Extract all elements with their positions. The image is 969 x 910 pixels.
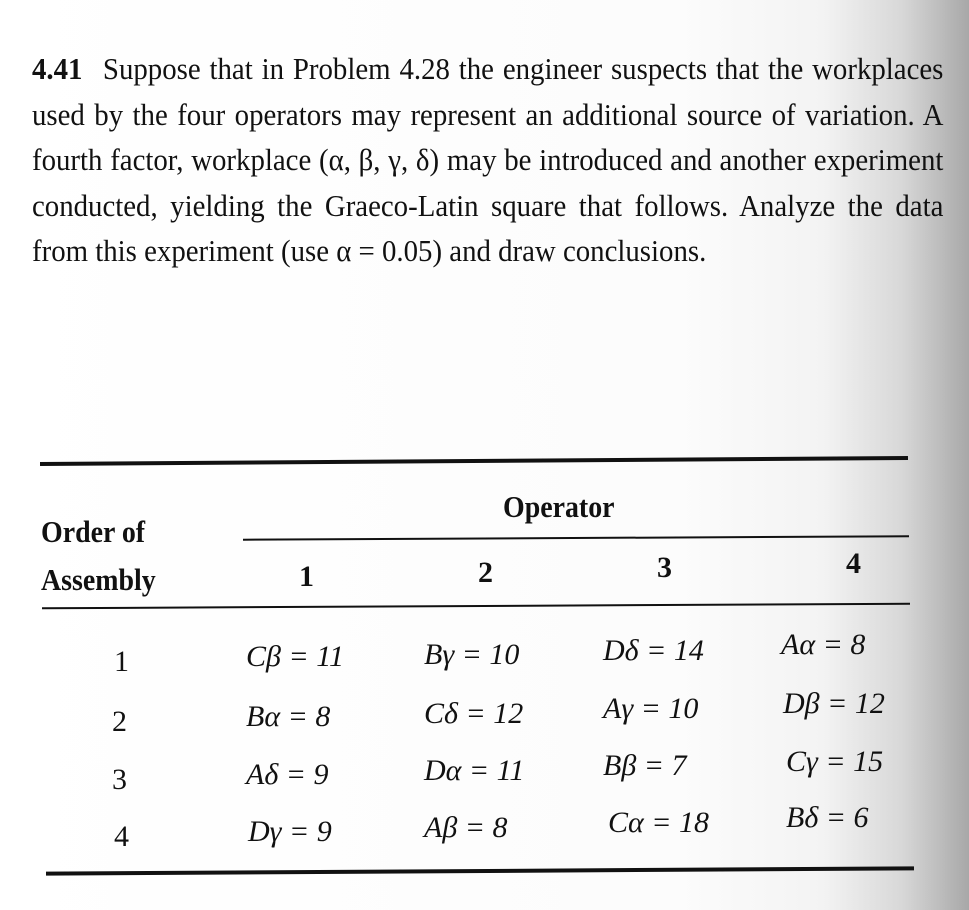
- table-cell: Cδ = 12: [424, 697, 524, 730]
- operator-group-rule: [243, 535, 909, 540]
- row-label-3: 3: [112, 763, 127, 796]
- table-bottom-rule: [46, 866, 914, 875]
- column-header-3: 3: [657, 551, 672, 584]
- problem-statement: [32, 46, 943, 274]
- table-cell: Bα = 8: [246, 700, 331, 733]
- problem-text: Suppose that in Problem 4.28 the engineer suspects that the workplaces used by the four operators may represent an additional source of variation. A fourth factor, workplace (α, β, γ, δ) may be introduced and another experiment conducted, yielding the Graeco-Latin square that follows. Analyze the data from this experiment (use α = 0.05) and draw conclusions.: [32, 51, 944, 268]
- table-cell: Cα = 18: [608, 806, 710, 839]
- table-cell: Dγ = 9: [248, 815, 332, 848]
- table-cell: Bβ = 7: [603, 749, 687, 782]
- table-cell: Aα = 8: [781, 628, 866, 661]
- row-label-2: 2: [112, 705, 127, 738]
- table-cell: Bγ = 10: [424, 638, 520, 671]
- table-top-rule: [40, 456, 908, 466]
- table-cell: Aγ = 10: [603, 692, 699, 725]
- table-cell: Aδ = 9: [246, 758, 329, 791]
- table-cell: Bδ = 6: [786, 801, 869, 834]
- problem-number: 4.41: [32, 51, 83, 86]
- row-header-order-of: Order of: [41, 514, 146, 549]
- table-cell: Dβ = 12: [783, 687, 885, 720]
- row-label-4: 4: [114, 820, 129, 853]
- column-header-1: 1: [299, 560, 314, 593]
- row-header-assembly: Assembly: [41, 562, 156, 597]
- column-group-header-operator: Operator: [503, 489, 615, 524]
- column-header-2: 2: [478, 556, 493, 589]
- table-cell: Cβ = 11: [246, 640, 344, 673]
- header-bottom-rule: [42, 603, 910, 610]
- row-label-1: 1: [114, 645, 129, 678]
- table-cell: Dδ = 14: [603, 634, 704, 667]
- table-cell: Aβ = 8: [424, 811, 508, 844]
- column-header-4: 4: [846, 547, 861, 580]
- table-cell: Cγ = 15: [786, 745, 884, 778]
- table-cell: Dα = 11: [424, 754, 525, 787]
